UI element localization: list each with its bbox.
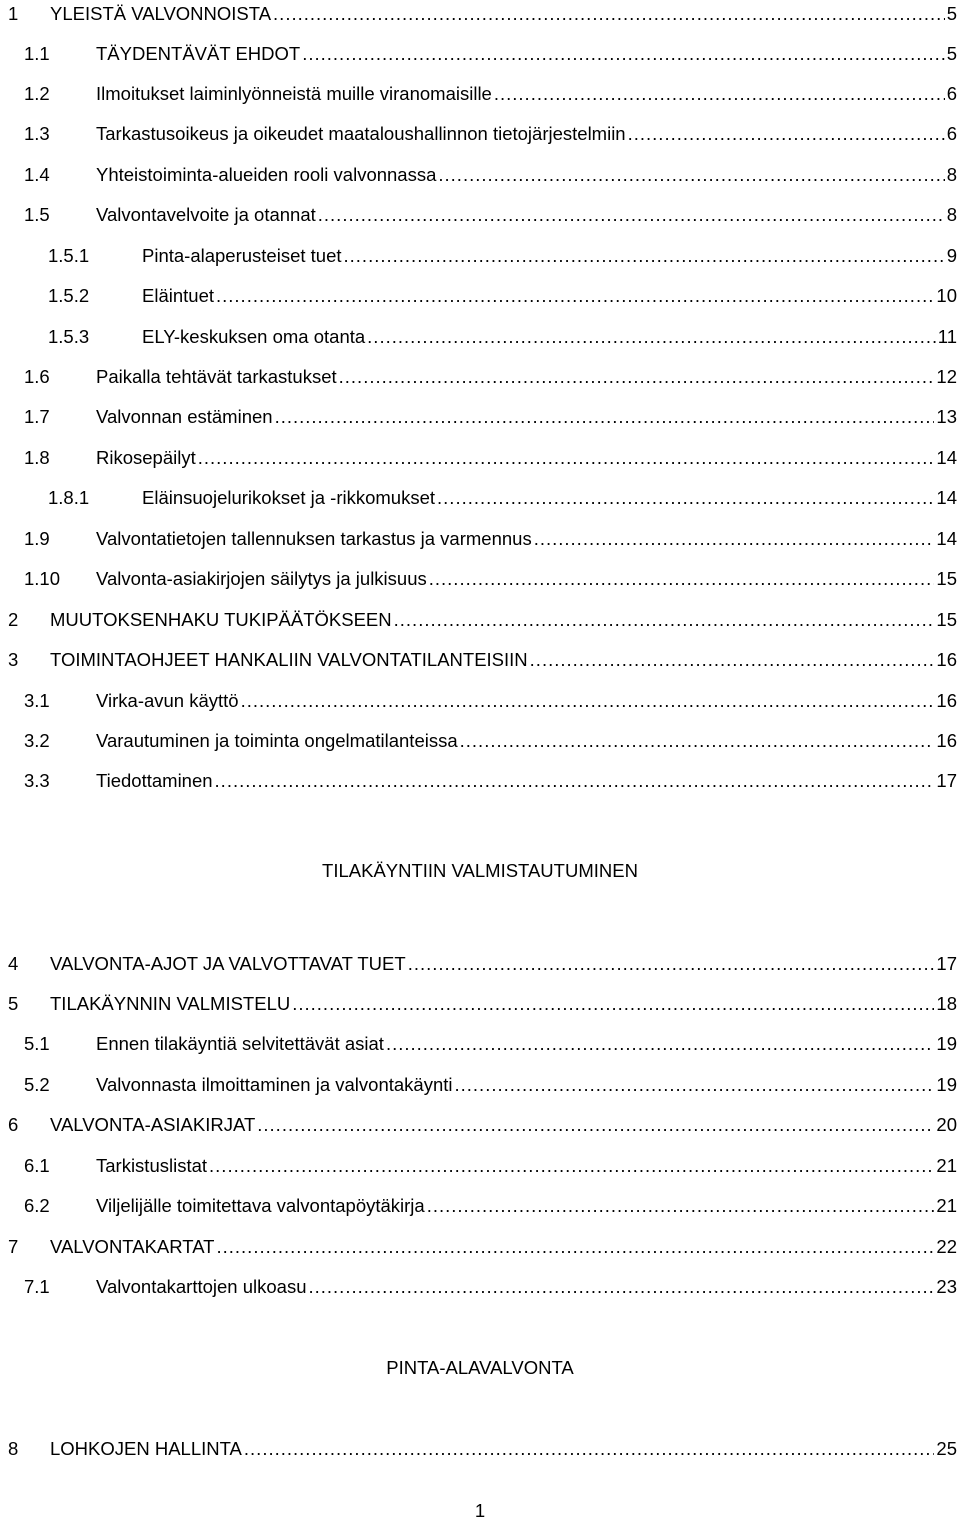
toc-entry-page: 15 bbox=[936, 568, 957, 589]
toc-entry-title: Valvontavelvoite ja otannat bbox=[96, 204, 316, 225]
toc-entry-number: 5.2 bbox=[24, 1074, 50, 1095]
toc-entry-1-1[interactable] bbox=[0, 40, 957, 68]
toc-entry-1-6[interactable] bbox=[0, 363, 957, 391]
toc-entry-number: 6.1 bbox=[24, 1155, 50, 1176]
dot-leader bbox=[367, 323, 936, 351]
toc-entry-3-1[interactable] bbox=[0, 687, 957, 715]
toc-entry-title: MUUTOKSENHAKU TUKIPÄÄTÖKSEEN bbox=[50, 609, 392, 630]
toc-entry-1-10[interactable] bbox=[0, 565, 957, 593]
toc-entry-3[interactable] bbox=[0, 646, 957, 674]
dot-leader bbox=[394, 606, 935, 634]
toc-entry-number: 1.9 bbox=[24, 528, 50, 549]
dot-leader bbox=[408, 950, 935, 978]
toc-entry-1-5-2[interactable] bbox=[0, 282, 957, 310]
toc-entry-page: 13 bbox=[936, 406, 957, 427]
dot-leader bbox=[429, 565, 935, 593]
toc-entry-3-2[interactable] bbox=[0, 727, 957, 755]
dot-leader bbox=[215, 767, 935, 795]
dot-leader bbox=[530, 646, 935, 674]
toc-entry-page: 6 bbox=[946, 83, 957, 104]
toc-entry-number: 5 bbox=[8, 993, 19, 1014]
toc-entry-5-1[interactable] bbox=[0, 1030, 957, 1058]
dot-leader bbox=[241, 687, 935, 715]
dot-leader bbox=[209, 1152, 934, 1180]
dot-leader bbox=[257, 1111, 934, 1139]
toc-entry-number: 1.1 bbox=[24, 43, 50, 64]
toc-entry-title: Eläinsuojelurikokset ja -rikkomukset bbox=[142, 487, 436, 508]
toc-entry-title: Virka-avun käyttö bbox=[96, 690, 239, 711]
toc-entry-page: 6 bbox=[946, 123, 957, 144]
toc-entry-title: Valvonnan estäminen bbox=[96, 406, 273, 427]
toc-entry-page: 14 bbox=[936, 447, 957, 468]
toc-entry-1-8-1[interactable] bbox=[0, 484, 957, 512]
toc-entry-2[interactable] bbox=[0, 606, 957, 634]
dot-leader bbox=[216, 1233, 934, 1261]
toc-entry-page: 20 bbox=[936, 1114, 957, 1135]
toc-entry-page: 17 bbox=[936, 953, 957, 974]
toc-entry-title: Valvontatietojen tallennuksen tarkastus ja varmennus bbox=[96, 528, 532, 549]
toc-entry-title: Tarkistuslistat bbox=[96, 1155, 208, 1176]
toc-entry-number: 4 bbox=[8, 953, 19, 974]
toc-entry-title: Viljelijälle toimitettava valvontapöytäkirja bbox=[96, 1195, 425, 1216]
dot-leader bbox=[275, 403, 935, 431]
toc-entry-page: 16 bbox=[936, 649, 957, 670]
toc-entry-number: 6.2 bbox=[24, 1195, 50, 1216]
toc-entry-number: 1.8 bbox=[24, 447, 50, 468]
toc-entry-page: 22 bbox=[936, 1236, 957, 1257]
toc-entry-page: 17 bbox=[936, 770, 957, 791]
page-number: 1 bbox=[474, 1500, 486, 1521]
toc-entry-title: Paikalla tehtävät tarkastukset bbox=[96, 366, 337, 387]
toc-entry-page: 5 bbox=[946, 3, 957, 24]
toc-entry-number: 1 bbox=[8, 3, 19, 24]
toc-entry-page: 5 bbox=[946, 43, 957, 64]
toc-entry-number: 1.10 bbox=[24, 568, 61, 589]
toc-entry-page: 23 bbox=[936, 1276, 957, 1297]
dot-leader bbox=[292, 990, 934, 1018]
toc-entry-number: 1.5.1 bbox=[48, 245, 90, 266]
toc-entry-number: 2 bbox=[8, 609, 19, 630]
toc-entry-number: 3.2 bbox=[24, 730, 50, 751]
dot-leader bbox=[494, 80, 945, 108]
toc-entry-page: 19 bbox=[936, 1033, 957, 1054]
toc-entry-title: VALVONTAKARTAT bbox=[50, 1236, 215, 1257]
toc-entry-title: Rikosepäilyt bbox=[96, 447, 196, 468]
toc-entry-number: 7.1 bbox=[24, 1276, 50, 1297]
toc-entry-page: 12 bbox=[936, 366, 957, 387]
toc-entry-5[interactable] bbox=[0, 990, 957, 1018]
toc-entry-title: Valvonnasta ilmoittaminen ja valvontakäynti bbox=[96, 1074, 453, 1095]
toc-entry-title: Eläintuet bbox=[142, 285, 214, 306]
dot-leader bbox=[308, 1273, 934, 1301]
toc-entry-6-1[interactable] bbox=[0, 1152, 957, 1180]
toc-entry-1-5-3[interactable] bbox=[0, 323, 957, 351]
toc-entry-title: Ennen tilakäyntiä selvitettävät asiat bbox=[96, 1033, 384, 1054]
toc-entry-title: VALVONTA-AJOT JA VALVOTTAVAT TUET bbox=[50, 953, 406, 974]
toc-entry-1[interactable] bbox=[0, 0, 957, 28]
toc-entry-7-1[interactable] bbox=[0, 1273, 957, 1301]
dot-leader bbox=[318, 201, 945, 229]
toc-entry-page: 18 bbox=[936, 993, 957, 1014]
toc-entry-number: 1.3 bbox=[24, 123, 50, 144]
toc-entry-5-2[interactable] bbox=[0, 1071, 957, 1099]
toc-entry-title: TOIMINTAOHJEET HANKALIIN VALVONTATILANTEISIIN bbox=[50, 649, 528, 670]
toc-entry-1-7[interactable] bbox=[0, 403, 957, 431]
toc-entry-title: Ilmoitukset laiminlyönneistä muille viranomaisille bbox=[96, 83, 492, 104]
dot-leader bbox=[339, 363, 935, 391]
toc-entry-3-3[interactable] bbox=[0, 767, 957, 795]
toc-entry-1-5-1[interactable] bbox=[0, 242, 957, 270]
dot-leader bbox=[437, 484, 934, 512]
toc-entry-title: Tiedottaminen bbox=[96, 770, 213, 791]
toc-entry-number: 7 bbox=[8, 1236, 19, 1257]
toc-entry-page: 25 bbox=[936, 1438, 957, 1459]
toc-entry-number: 3.3 bbox=[24, 770, 50, 791]
toc-entry-page: 16 bbox=[936, 730, 957, 751]
dot-leader bbox=[438, 161, 944, 189]
dot-leader bbox=[273, 0, 945, 28]
toc-entry-number: 1.5.2 bbox=[48, 285, 90, 306]
toc-entry-page: 19 bbox=[936, 1074, 957, 1095]
toc-entry-6[interactable] bbox=[0, 1111, 957, 1139]
toc-entry-6-2[interactable] bbox=[0, 1192, 957, 1220]
dot-leader bbox=[244, 1435, 935, 1463]
dot-leader bbox=[460, 727, 935, 755]
toc-entry-7[interactable] bbox=[0, 1233, 957, 1261]
toc-entry-title: TÄYDENTÄVÄT EHDOT bbox=[96, 43, 301, 64]
toc-entry-1-4[interactable] bbox=[0, 161, 957, 189]
section-heading: PINTA-ALAVALVONTA bbox=[386, 1357, 574, 1378]
toc-entry-number: 5.1 bbox=[24, 1033, 50, 1054]
toc-entry-number: 6 bbox=[8, 1114, 19, 1135]
toc-entry-title: ELY-keskuksen oma otanta bbox=[142, 326, 366, 347]
toc-entry-number: 1.2 bbox=[24, 83, 50, 104]
toc-entry-number: 3.1 bbox=[24, 690, 50, 711]
toc-entry-1-3[interactable] bbox=[0, 120, 957, 148]
toc-entry-title: TILAKÄYNNIN VALMISTELU bbox=[50, 993, 291, 1014]
toc-entry-title: Pinta-alaperusteiset tuet bbox=[142, 245, 342, 266]
toc-entry-title: Valvontakarttojen ulkoasu bbox=[96, 1276, 307, 1297]
toc-entry-title: Varautuminen ja toiminta ongelmatilanteissa bbox=[96, 730, 458, 751]
toc-entry-page: 15 bbox=[936, 609, 957, 630]
toc-entry-title: Yhteistoiminta-alueiden rooli valvonnassa bbox=[96, 164, 437, 185]
dot-leader bbox=[302, 40, 944, 68]
toc-entry-number: 3 bbox=[8, 649, 19, 670]
toc-entry-1-5[interactable] bbox=[0, 201, 957, 229]
toc-entry-page: 10 bbox=[936, 285, 957, 306]
toc-entry-page: 16 bbox=[936, 690, 957, 711]
dot-leader bbox=[534, 525, 935, 553]
dot-leader bbox=[344, 242, 945, 270]
section-heading: TILAKÄYNTIIN VALMISTAUTUMINEN bbox=[322, 860, 638, 881]
toc-entry-title: VALVONTA-ASIAKIRJAT bbox=[50, 1114, 256, 1135]
toc-entry-number: 8 bbox=[8, 1438, 19, 1459]
toc-entry-title: Tarkastusoikeus ja oikeudet maataloushallinnon tietojärjestelmiin bbox=[96, 123, 626, 144]
toc-entry-number: 1.8.1 bbox=[48, 487, 90, 508]
toc-entry-1-2[interactable] bbox=[0, 80, 957, 108]
toc-entry-page: 21 bbox=[936, 1155, 957, 1176]
dot-leader bbox=[216, 282, 934, 310]
toc-entry-1-8[interactable] bbox=[0, 444, 957, 472]
toc-entry-title: YLEISTÄ VALVONNOISTA bbox=[50, 3, 272, 24]
toc-entry-4[interactable] bbox=[0, 950, 957, 978]
toc-entry-page: 21 bbox=[936, 1195, 957, 1216]
toc-entry-page: 9 bbox=[946, 245, 957, 266]
toc-entry-title: Valvonta-asiakirjojen säilytys ja julkisuus bbox=[96, 568, 427, 589]
toc-entry-8[interactable] bbox=[0, 1435, 957, 1463]
dot-leader bbox=[386, 1030, 934, 1058]
dot-leader bbox=[427, 1192, 935, 1220]
toc-entry-number: 1.4 bbox=[24, 164, 50, 185]
dot-leader bbox=[455, 1071, 935, 1099]
toc-entry-title: LOHKOJEN HALLINTA bbox=[50, 1438, 242, 1459]
dot-leader bbox=[198, 444, 935, 472]
toc-entry-number: 1.6 bbox=[24, 366, 50, 387]
toc-entry-page: 8 bbox=[946, 204, 957, 225]
toc-entry-page: 11 bbox=[937, 326, 957, 347]
toc-entry-1-9[interactable] bbox=[0, 525, 957, 553]
toc-entry-number: 1.5 bbox=[24, 204, 50, 225]
toc-entry-number: 1.7 bbox=[24, 406, 50, 427]
toc-entry-page: 14 bbox=[936, 487, 957, 508]
toc-entry-page: 8 bbox=[946, 164, 957, 185]
toc-entry-page: 14 bbox=[936, 528, 957, 549]
toc-entry-number: 1.5.3 bbox=[48, 326, 90, 347]
dot-leader bbox=[628, 120, 945, 148]
